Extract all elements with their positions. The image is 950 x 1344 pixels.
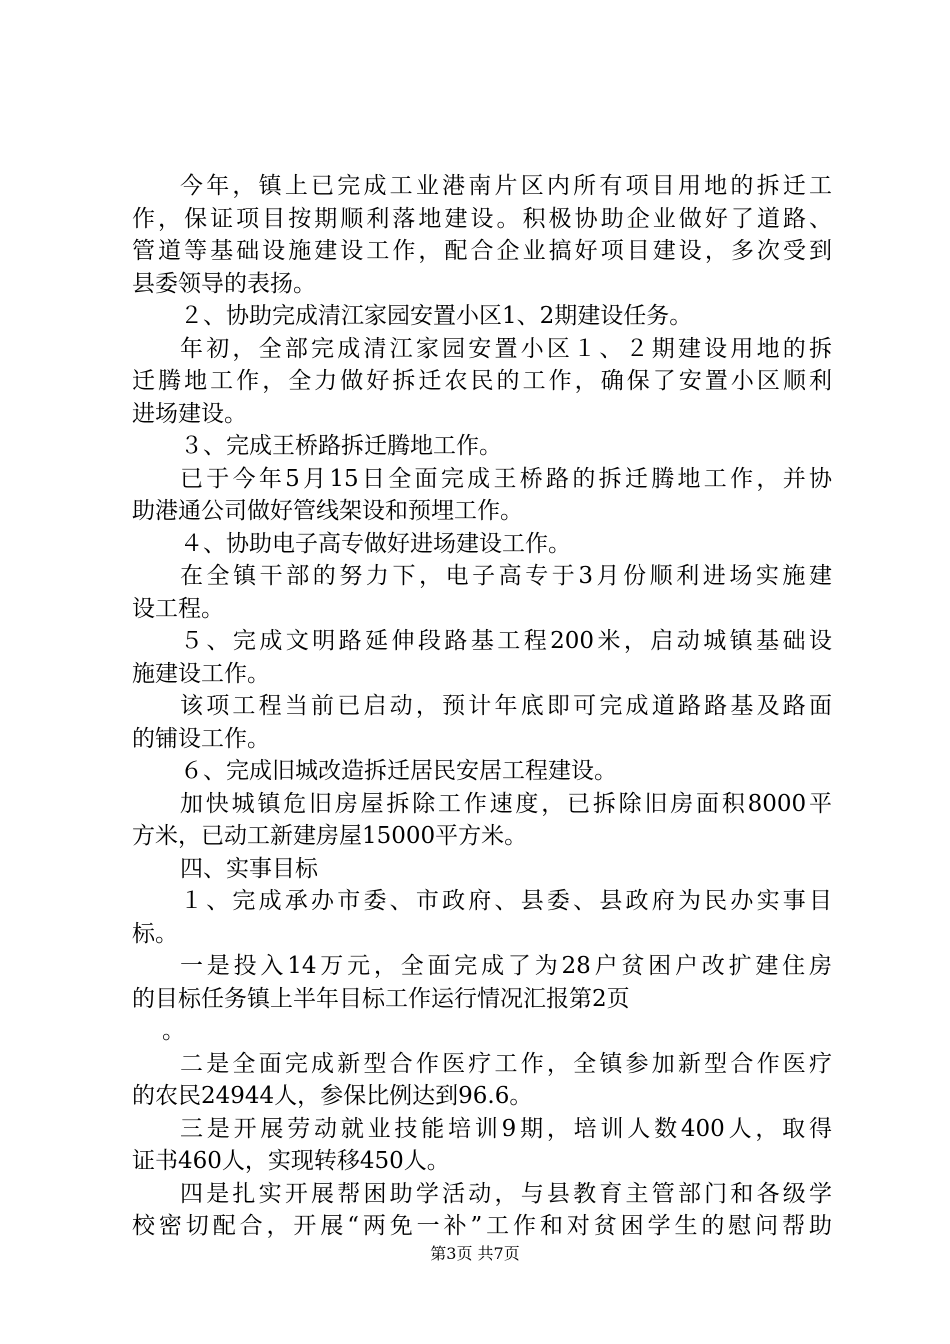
body-text-line: 一是投入14万元，全面完成了为28户贫困户改扩建住房 <box>180 953 832 979</box>
body-text-line: 四是扎实开展帮困助学活动，与县教育主管部门和各级学 <box>180 1180 832 1207</box>
body-text-line: 的铺设工作。 <box>132 725 270 752</box>
body-text-line: 已于今年5月15日全面完成王桥路的拆迁腾地工作，并协 <box>180 465 832 492</box>
body-text-line: 标。 <box>132 920 178 947</box>
body-text-line: ３、完成王桥路拆迁腾地工作。 <box>180 433 502 459</box>
body-text-line: 方米，已动工新建房屋15000平方米。 <box>132 823 528 849</box>
body-text-line: 年初，全部完成清江家园安置小区１、２期建设用地的拆 <box>180 335 832 362</box>
body-text-line: 二是全面完成新型合作医疗工作，全镇参加新型合作医疗 <box>180 1050 832 1077</box>
body-text-line: １、完成承办市委、市政府、县委、县政府为民办实事目 <box>180 888 832 914</box>
body-text-line: 证书460人，实现转移450人。 <box>132 1148 450 1174</box>
body-text-line: 校密切配合，开展“两免一补”工作和对贫困学生的慰问帮助 <box>132 1213 832 1239</box>
body-text-line: 设工程。 <box>132 595 224 622</box>
body-text-line: 进场建设。 <box>132 400 247 427</box>
body-text-line: 的目标任务镇上半年目标工作运行情况汇报第2页 <box>132 985 630 1012</box>
body-text-line: 四、实事目标 <box>180 855 318 882</box>
body-text-line: 该项工程当前已启动，预计年底即可完成道路路基及路面 <box>180 693 832 719</box>
body-text-line: 今年，镇上已完成工业港南片区内所有项目用地的拆迁工 <box>180 173 832 199</box>
body-text-line: 。 <box>162 1018 185 1044</box>
document-body <box>132 170 832 1243</box>
body-text-line: 施建设工作。 <box>132 660 270 687</box>
body-text-line: 迁腾地工作，全力做好拆迁农民的工作，确保了安置小区顺利 <box>132 368 832 394</box>
body-text-line: 的农民24944人，参保比例达到96.6。 <box>132 1083 533 1109</box>
body-text-line: 助港通公司做好管线架设和预埋工作。 <box>132 498 523 524</box>
page-footer: 第3页 共7页 <box>430 1244 520 1263</box>
body-text-line: ６、完成旧城改造拆迁居民安居工程建设。 <box>180 758 617 784</box>
body-text-line: 县委领导的表扬。 <box>132 270 316 297</box>
body-text-line: 管道等基础设施建设工作，配合企业搞好项目建设，多次受到 <box>132 238 832 264</box>
body-text-line: 三是开展劳动就业技能培训9期，培训人数400人，取得 <box>180 1115 832 1142</box>
body-text-line: 在全镇干部的努力下，电子高专于3月份顺利进场实施建 <box>180 563 832 589</box>
body-text-line: 作，保证项目按期顺利落地建设。积极协助企业做好了道路、 <box>132 205 832 232</box>
body-text-line: ２、协助完成清江家园安置小区1、2期建设任务。 <box>180 303 693 329</box>
body-text-line: ４、协助电子高专做好进场建设工作。 <box>180 530 571 557</box>
body-text-line: ５、完成文明路延伸段路基工程200米，启动城镇基础设 <box>180 628 832 654</box>
body-text-line: 加快城镇危旧房屋拆除工作速度，已拆除旧房面积8000平 <box>180 790 832 817</box>
